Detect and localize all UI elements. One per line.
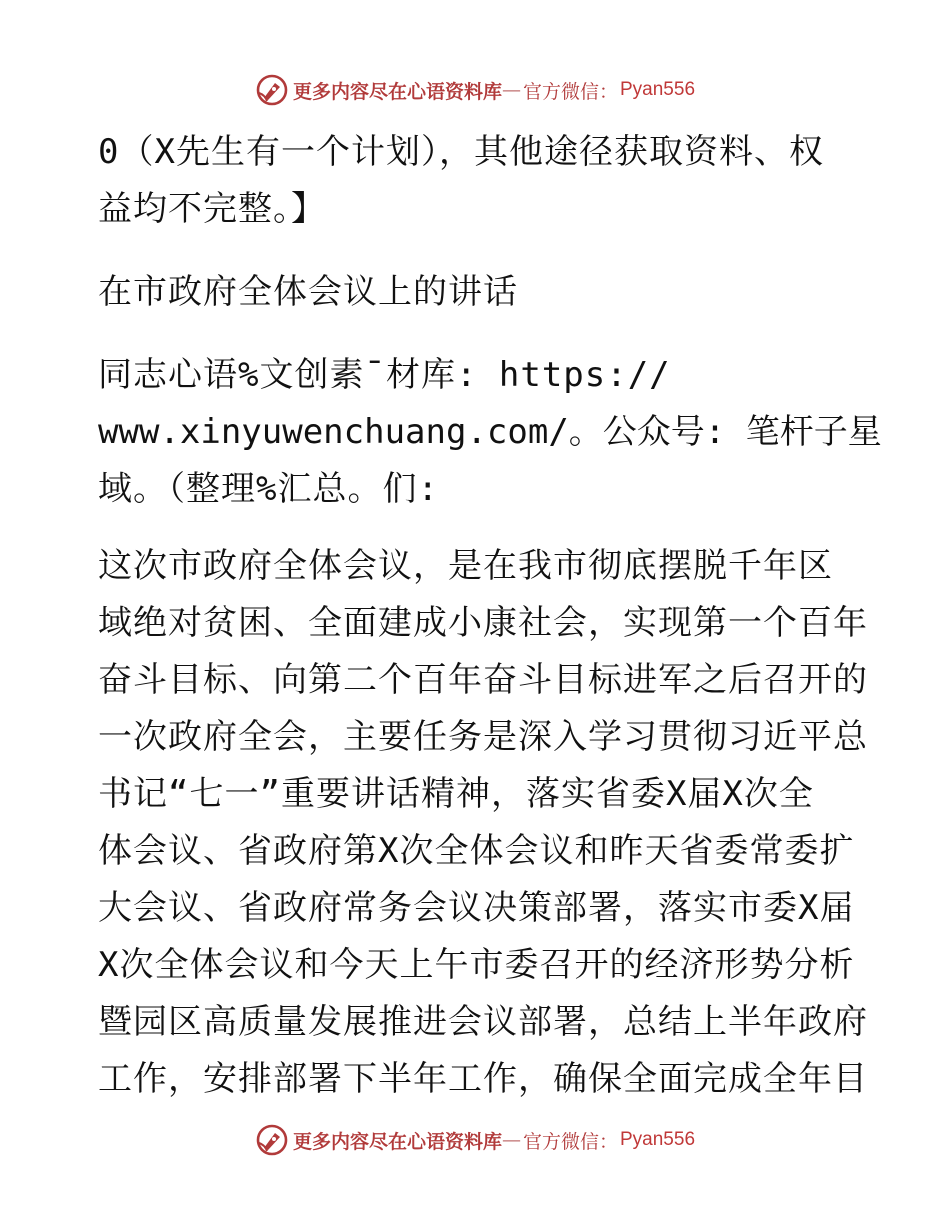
body-line: 这次市政府全体会议，是在我市彻底摆脱千年区 [98,546,833,586]
body-line: 一次政府全会，主要任务是深入学习贯彻习近平总 [98,717,868,757]
paragraph-gap [98,238,858,264]
document-content [98,124,882,1108]
salutation-line: 同志心语%文创素¯材库: https:// [98,355,671,395]
body-line: 奋斗目标、向第二个百年奋斗目标进军之后召开的 [98,660,868,700]
footer-watermark [0,1120,950,1160]
body-line: 体会议、省政府第X次全体会议和昨天省委常委扩 [98,831,855,871]
header-watermark [0,70,950,110]
body-line: 工作，安排部署下半年工作，确保全面完成全年目 [98,1059,868,1099]
salutation-line: www.xinyuwenchuang.com/。公众号: 笔杆子星 [98,412,882,452]
body-line: 域绝对贫困、全面建成小康社会，实现第一个百年 [98,603,868,643]
watermark-wechat-id: Pyan556 [620,79,696,100]
watermark-separator: — [501,1129,521,1151]
watermark-wechat-label: 官方微信： [522,1130,618,1153]
paragraph-gap [98,321,858,347]
salutation-line: 域。（整理%汇总。们: [98,469,439,509]
paragraph-gap [98,518,858,538]
body-line: 大会议、省政府常务会议决策部署，落实市委X届 [98,888,855,928]
pen-nib-circle-icon [255,73,289,107]
watermark-separator: — [501,79,521,101]
pen-nib-circle-icon [255,1123,289,1157]
document-title: 在市政府全体会议上的讲话 [98,272,518,312]
watermark-brand-text: 更多内容尽在心语资料库 [292,1130,502,1153]
watermark-wechat-id: Pyan556 [620,1129,696,1150]
body-line: 书记“七一”重要讲话精神，落实省委X届X次全 [98,774,814,814]
watermark-wechat-label: 官方微信： [522,80,618,103]
watermark-brand-text: 更多内容尽在心语资料库 [292,80,502,103]
body-line: 暨园区高质量发展推进会议部署，总结上半年政府 [98,1002,868,1042]
intro-line: 益均不完整。】 [98,189,326,229]
intro-line: 0（X先生有一个计划），其他途径获取资料、权 [98,132,824,172]
body-line: X次全体会议和今天上午市委召开的经济形势分析 [98,945,855,985]
